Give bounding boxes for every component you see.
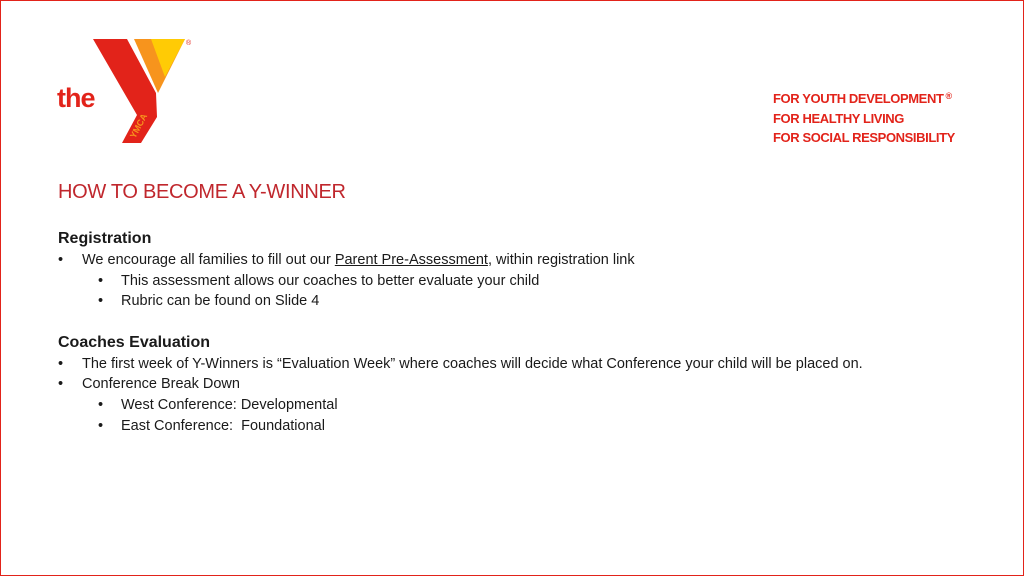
tagline-line: [773, 87, 955, 109]
section-spacer: [58, 312, 998, 333]
bullet-icon: •: [98, 396, 104, 413]
bullet-icon: •: [98, 293, 104, 310]
list-item-text: , within registration link: [487, 252, 635, 268]
list-item: [58, 416, 998, 437]
logo-ymca-text: YMCA: [127, 111, 150, 140]
bullet-icon: •: [58, 252, 64, 268]
list-item-text: This assessment allows our coaches to better evaluate your child: [121, 272, 540, 289]
bullet-icon: •: [98, 272, 104, 289]
registration-heading: Registration: [58, 230, 152, 247]
list-item: [58, 395, 998, 416]
bullet-icon: •: [58, 376, 64, 393]
list-item: [58, 354, 998, 375]
list-item-text: Conference Break Down: [82, 376, 240, 393]
tagline-text: FOR YOUTH DEVELOPMENT: [773, 91, 944, 106]
ymca-logo: [55, 35, 195, 147]
list-item: [58, 271, 998, 292]
list-item-text: West Conference: Developmental: [121, 396, 338, 413]
list-item: [58, 250, 998, 271]
list-item: [58, 291, 998, 312]
slide-title: HOW TO BECOME A Y-WINNER: [58, 181, 346, 203]
bullet-icon: •: [58, 355, 64, 372]
list-item-text: East Conference: Foundational: [121, 417, 325, 434]
slide-body: [58, 229, 998, 436]
coaches-evaluation-heading: Coaches Evaluation: [58, 333, 211, 351]
bullet-icon: •: [98, 417, 104, 434]
tagline-registered-mark: ®: [945, 91, 952, 101]
list-item-text: Rubric can be found on Slide 4: [121, 293, 320, 310]
logo-registered-mark: ®: [186, 40, 192, 47]
list-item: [58, 374, 998, 395]
tagline-line: FOR SOCIAL RESPONSIBILITY: [773, 130, 955, 145]
list-item-text: We encourage all families to fill out our: [82, 252, 335, 268]
tagline-line: FOR HEALTHY LIVING: [773, 110, 904, 126]
ymca-tagline: [773, 87, 955, 148]
list-item-text: The first week of Y-Winners is “Evaluation Week” where coaches will decide what Conference your child will be placed on.: [82, 355, 863, 372]
logo-wordmark: the: [57, 83, 95, 113]
parent-pre-assessment-link[interactable]: Parent Pre-Assessment: [334, 252, 488, 268]
